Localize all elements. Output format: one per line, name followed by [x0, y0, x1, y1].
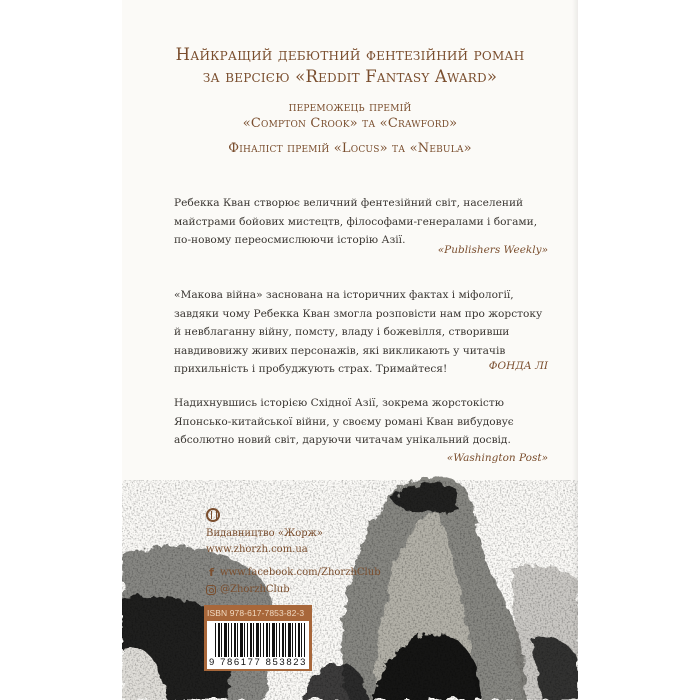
award-winner-line2: «Compton Crook» та «Crawford»	[242, 116, 458, 131]
quote-line: Надихнувшись історією Східної Азії, зокрема жорстокістю	[174, 397, 504, 409]
quote-line: Японсько-китайської війни, у своєму романі Кван вибудовує	[174, 415, 514, 428]
quote-line: Ребекка Кван створює величний фентезійний світ, населений	[174, 197, 524, 209]
facebook-icon: f	[209, 566, 214, 579]
award-headline-line2: за версією «Reddit Fantasy Award»	[202, 67, 498, 86]
ink-wash-illustration	[122, 460, 578, 700]
review-quote-3	[174, 394, 549, 450]
review-source-3: «Washington Post»	[446, 452, 548, 464]
facebook-link[interactable]: www.facebook.com/ZhorzhClub	[220, 567, 381, 578]
quote-line: прихильність і пробуджують страх. Тримайтеся!	[174, 363, 448, 375]
isbn-label: ISBN 978-617-7853-82-3	[207, 608, 305, 618]
isbn-barcode-box	[204, 605, 312, 671]
instagram-icon	[206, 585, 216, 595]
quote-line: майстрами бойових мистецтв, філософами-генералами і богами,	[174, 215, 538, 228]
quote-line: «Макова війна» заснована на історичних фактах і міфології,	[174, 289, 514, 301]
quote-line: навдивовижу живих персонажів, які викликають у читачів	[174, 344, 506, 357]
award-winner-line1: переможець премій	[288, 100, 412, 115]
quote-line: абсолютно новий світ, даруючи читачам унікальний досвід.	[174, 434, 511, 446]
quote-line: й невблаганну війну, помсту, владу і божевілля, створивши	[174, 326, 510, 338]
award-headline-line1: Найкращий дебютний фентезійний роман	[175, 45, 525, 64]
review-quote-1	[174, 194, 549, 250]
instagram-handle[interactable]: @ZhorzhClub	[220, 584, 290, 595]
review-source-2: ФОНДА ЛІ	[488, 360, 548, 372]
publisher-name: Видавництво «Жорж»	[206, 528, 323, 539]
barcode-bars	[215, 623, 305, 657]
review-source-1: «Publishers Weekly»	[437, 244, 548, 256]
quote-line: по-новому переосмислюючи історію Азії.	[174, 234, 406, 246]
publisher-website-link[interactable]: www.zhorzh.com.ua	[206, 544, 308, 555]
publisher-logo-icon	[206, 508, 220, 522]
book-back-cover	[122, 0, 578, 700]
quote-line: завдяки чому Ребекка Кван змогла розповісти нам про жорстоку	[174, 307, 543, 320]
barcode-number: 9 786177 853823	[209, 657, 307, 668]
award-finalist-line: Фіналіст премій «Locus» та «Nebula»	[228, 141, 472, 156]
barcode	[207, 621, 309, 669]
